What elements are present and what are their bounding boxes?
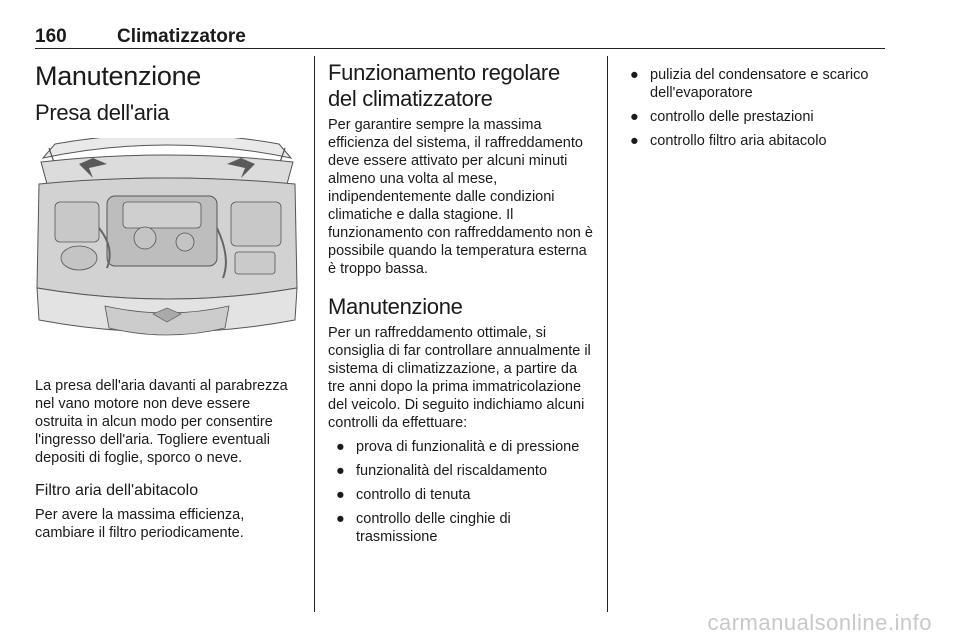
- engine-bay-illustration: [35, 138, 299, 350]
- check-list-continued: [622, 66, 888, 150]
- list-item: ● controllo di tenuta: [336, 487, 471, 503]
- section-title: Manutenzione: [35, 61, 202, 91]
- intake-paragraph: La presa dell'aria davanti al parabrezza nel vano motore non deve essere ostruita in alcun modo per consentire l'ingresso dell'aria. Togliere eventuali depositi di foglie, sporco o neve.: [35, 378, 288, 466]
- bullet-icon: ●: [630, 133, 639, 149]
- bullet-icon: ●: [630, 67, 639, 83]
- list-item: ● controllo delle cinghie di trasmissione: [336, 511, 511, 545]
- bullet-icon: ●: [630, 109, 639, 125]
- column-divider: [314, 56, 315, 612]
- list-item: ● controllo delle prestazioni: [630, 109, 814, 125]
- check-list: [328, 438, 594, 546]
- filter-heading: Filtro aria dell'abitacolo: [35, 482, 199, 499]
- filter-paragraph: Per avere la massima efficienza, cambiare il filtro periodicamente.: [35, 507, 245, 541]
- chapter-title: Climatizzatore: [117, 26, 246, 47]
- list-item: ● prova di funzionalità e di pressione: [336, 439, 580, 455]
- operation-paragraph: Per garantire sempre la massima efficienza del sistema, il raffreddamento deve essere attivato per alcuni minuti almeno una volta al mese, indipendentemente dalle condizioni climatiche e dalla stagione. Il funzionamento con raffreddamento non è possibile quando la temperatura esterna è troppo bassa.: [328, 117, 593, 277]
- list-item: ● funzionalità del riscaldamento: [336, 463, 548, 479]
- page-number: 160: [35, 26, 67, 47]
- column-right: [622, 60, 888, 156]
- maintenance-paragraph: Per un raffreddamento ottimale, si consiglia di far controllare annualmente il sistema di climatizzazione, a partire da tre anni dopo la prima immatricolazione del veicolo. Di seguito indichiamo alcuni controlli da effettuare:: [328, 325, 591, 431]
- watermark: carmanualsonline.info: [707, 610, 932, 635]
- page-header: [35, 26, 885, 49]
- maintenance-heading: Manutenzione: [328, 294, 463, 319]
- bullet-icon: ●: [336, 487, 345, 503]
- bullet-icon: ●: [336, 463, 345, 479]
- subsection-title: Presa dell'aria: [35, 100, 170, 125]
- section-heading: Funzionamento regolare del climatizzatore: [328, 60, 560, 111]
- list-item: ● controllo filtro aria abitacolo: [630, 133, 827, 149]
- bullet-icon: ●: [336, 511, 345, 527]
- column-left: [35, 60, 301, 542]
- column-middle: [328, 60, 594, 552]
- list-item: ● pulizia del condensatore e scarico dell'evaporatore: [630, 67, 869, 101]
- column-divider: [607, 56, 608, 612]
- bullet-icon: ●: [336, 439, 345, 455]
